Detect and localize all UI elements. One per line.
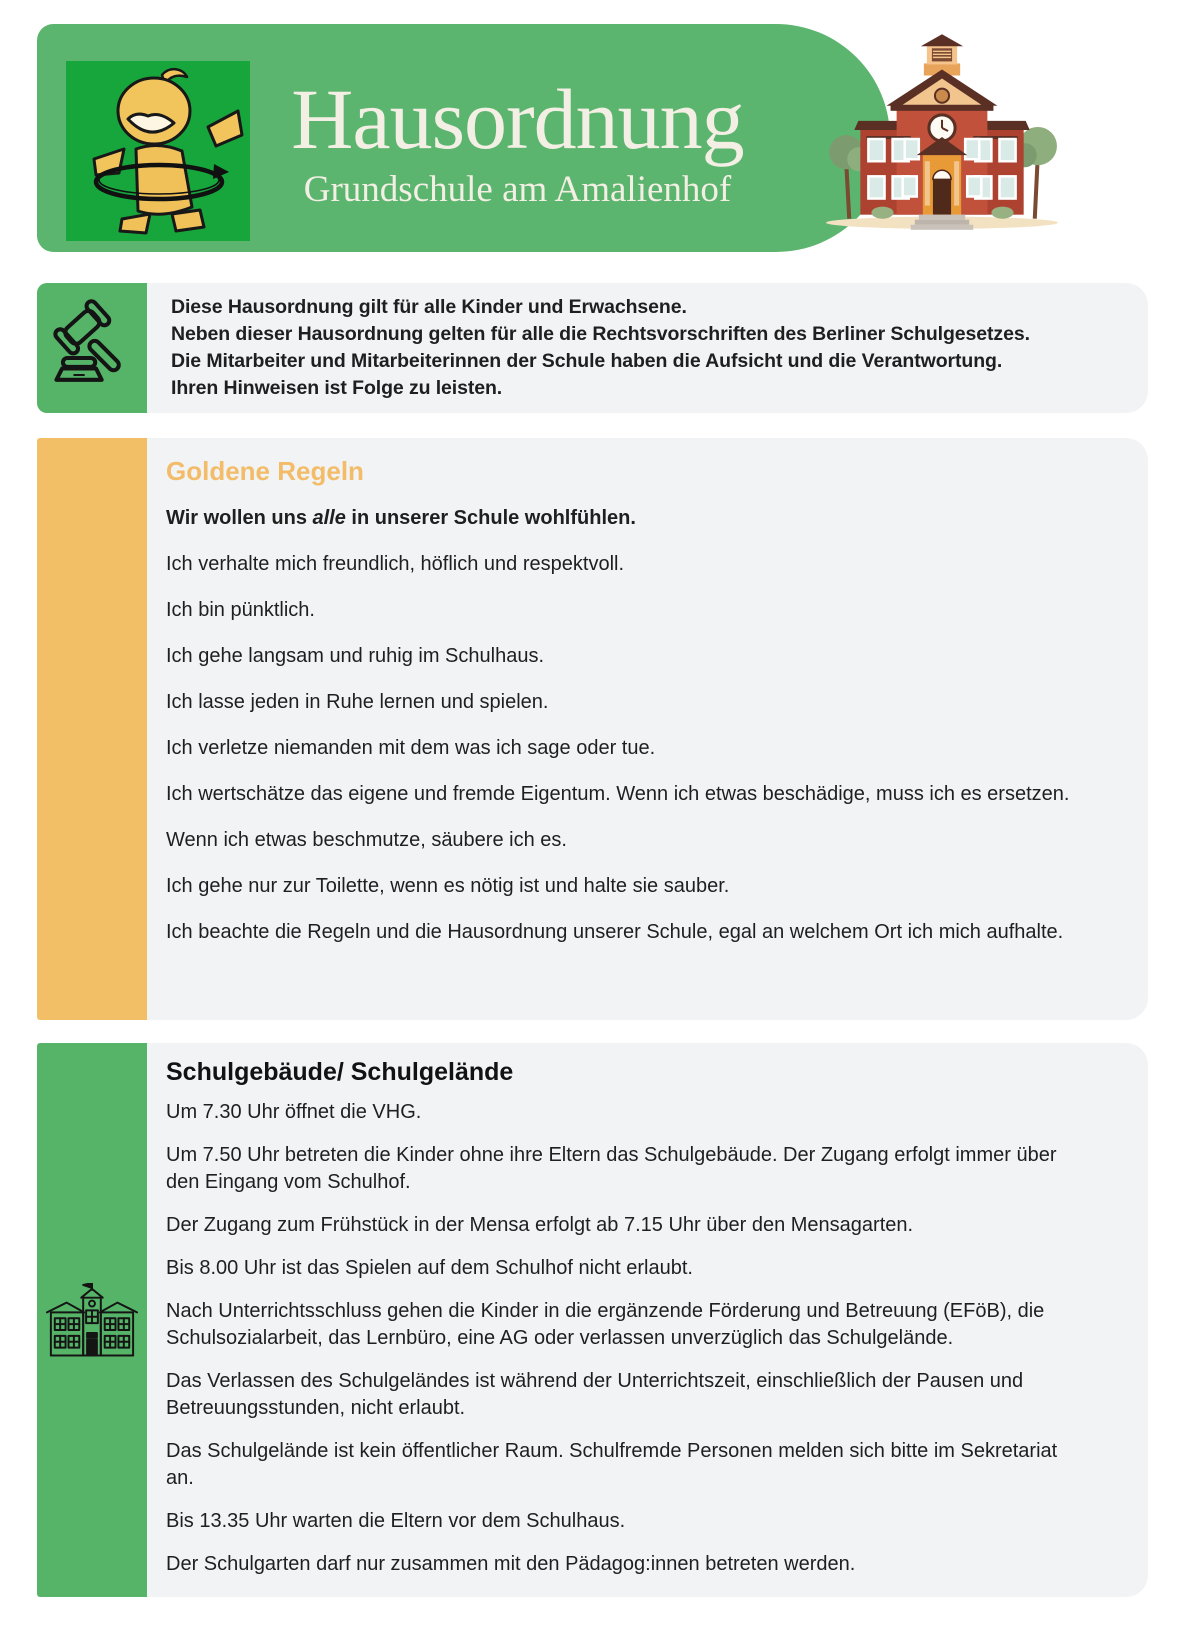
school-grounds-heading: Schulgebäude/ Schulgelände <box>166 1058 514 1086</box>
golden-rule-item: Ich verletze niemanden mit dem was ich sage oder tue. <box>166 737 656 760</box>
intro-line: Neben dieser Hausordnung gelten für alle die Rechtsvorschriften des Berliner Schulgesetzes. <box>171 323 1030 345</box>
school-line-icon <box>45 1283 139 1361</box>
school-building-illustration <box>820 33 1064 233</box>
intro-line: Ihren Hinweisen ist Folge zu leisten. <box>171 377 503 399</box>
school-grounds-panel <box>147 1043 1148 1597</box>
golden-rules-lead <box>166 495 1078 541</box>
gavel-icon <box>50 295 134 401</box>
school-grounds-paragraph: Um 7.50 Uhr betreten die Kinder ohne ihre Eltern das Schulgebäude. Der Zugang erfolgt immer über den Eingang vom Schulhof. <box>166 1144 1057 1193</box>
golden-rules-lead-suffix: in unserer Schule wohlfühlen. <box>345 507 636 530</box>
intro-line: Die Mitarbeiter und Mitarbeiterinnen der Schule haben die Aufsicht und die Verantwortung. <box>171 350 1003 372</box>
school-grounds-paragraph: Bis 8.00 Uhr ist das Spielen auf dem Schulhof nicht erlaubt. <box>166 1257 693 1279</box>
page-title: Hausordnung <box>291 71 744 167</box>
school-grounds-paragraph: Um 7.30 Uhr öffnet die VHG. <box>166 1101 422 1123</box>
golden-rule-item: Ich verhalte mich freundlich, höflich und respektvoll. <box>166 553 625 576</box>
golden-rules-section <box>37 438 1148 1020</box>
golden-rule-item: Ich bin pünktlich. <box>166 599 315 622</box>
school-logo <box>66 61 250 241</box>
header-title-block <box>245 71 790 211</box>
school-grounds-paragraph: Der Schulgarten darf nur zusammen mit den Pädagog:innen betreten werden. <box>166 1553 856 1575</box>
dancing-chick-icon <box>66 61 250 241</box>
intro-line: Diese Hausordnung gilt für alle Kinder und Erwachsene. <box>171 296 687 318</box>
intro-text-box <box>147 283 1148 413</box>
golden-rule-item: Ich wertschätze das eigene und fremde Eigentum. Wenn ich etwas beschädige, muss ich es ersetzen. Wenn ich etwas beschmutze, säubere ich es. <box>166 783 1070 852</box>
golden-rules-accent-bar <box>37 438 147 1020</box>
intro-section <box>37 283 1148 413</box>
golden-rule-item: Ich gehe nur zur Toilette, wenn es nötig ist und halte sie sauber. <box>166 875 730 898</box>
golden-rule-item: Ich gehe langsam und ruhig im Schulhaus. <box>166 645 545 668</box>
school-illustration <box>820 33 1064 233</box>
school-grounds-paragraph: Das Verlassen des Schulgeländes ist während der Unterrichtszeit, einschließlich der Pausen und Betreuungsstunden, nicht erlaubt. <box>166 1370 1024 1419</box>
school-grounds-paragraph: Der Zugang zum Frühstück in der Mensa erfolgt ab 7.15 Uhr über den Mensagarten. <box>166 1214 914 1236</box>
school-grounds-accent-bar <box>37 1043 147 1597</box>
school-grounds-paragraph: Nach Unterrichtsschluss gehen die Kinder in die ergänzende Förderung und Betreuung (EFöB), die Schulsozialarbeit, das Lernbüro, eine AG oder verlassen unverzüglich das Schulgelände. <box>166 1300 1045 1349</box>
intro-accent-bar <box>37 283 147 413</box>
page-subtitle: Grundschule am Amalienhof <box>303 169 732 211</box>
school-grounds-paragraph: Bis 13.35 Uhr warten die Eltern vor dem Schulhaus. <box>166 1510 626 1532</box>
golden-rule-item: Ich beachte die Regeln und die Hausordnung unserer Schule, egal an welchem Ort ich mich aufhalte. <box>166 921 1064 944</box>
golden-rules-panel <box>147 438 1148 1020</box>
golden-rule-item: Ich lasse jeden in Ruhe lernen und spielen. <box>166 691 549 714</box>
golden-rules-heading: Goldene Regeln <box>166 456 364 486</box>
header-banner <box>37 24 890 252</box>
school-grounds-paragraph: Das Schulgelände ist kein öffentlicher Raum. Schulfremde Personen melden sich bitte im Sekretariat an. <box>166 1440 1058 1489</box>
school-grounds-section <box>37 1043 1148 1597</box>
golden-rules-lead-prefix: Wir wollen uns <box>166 507 313 530</box>
golden-rules-lead-emphasis: alle <box>312 507 346 530</box>
